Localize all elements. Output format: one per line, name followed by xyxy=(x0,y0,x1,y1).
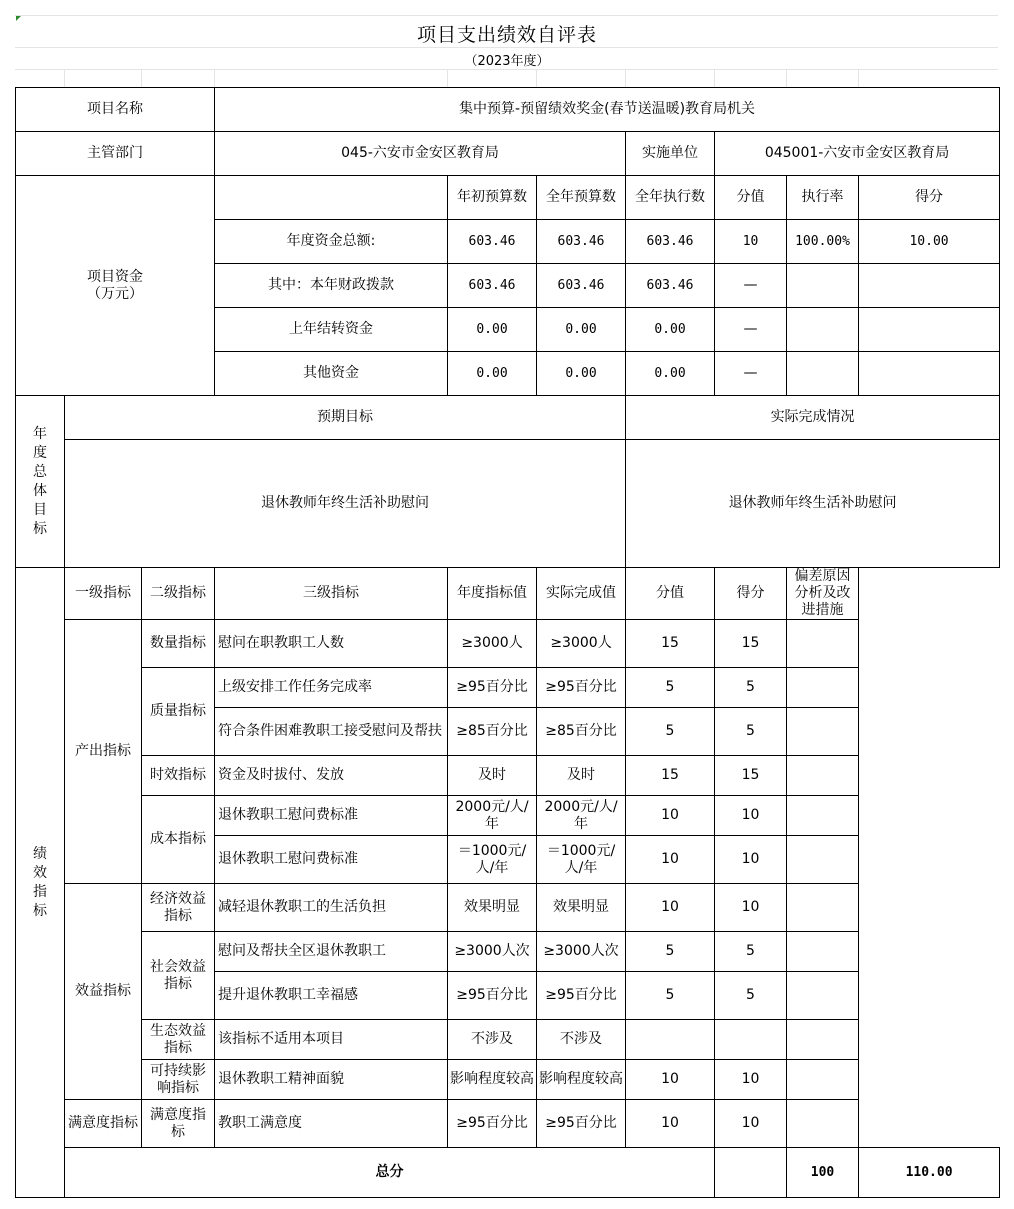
funds-header: 全年执行数 xyxy=(626,176,715,220)
actual-goal-header: 实际完成情况 xyxy=(626,396,1000,440)
indicator-target: 影响程度较高 xyxy=(448,1060,537,1100)
indicator-row xyxy=(16,668,1000,708)
indicator-actual: 及时 xyxy=(537,756,626,796)
indicator-header: 得分 xyxy=(715,568,787,620)
indicator-header: 分值 xyxy=(626,568,715,620)
indicator-remark xyxy=(787,836,859,884)
sheet-gridline xyxy=(64,70,65,87)
indicators-label-text: 绩效指标 xyxy=(33,845,47,919)
indicator-weight: 5 xyxy=(626,932,715,972)
level1-satisfaction: 满意度指标 xyxy=(65,1100,142,1148)
indicator-actual: ≥95百分比 xyxy=(537,668,626,708)
total-weight: 100 xyxy=(787,1148,859,1198)
indicator-score: 10 xyxy=(715,796,787,836)
indicator-name: 符合条件困难教职工接受慰问及帮扶 xyxy=(215,708,448,756)
sheet-gridline xyxy=(214,70,215,87)
indicator-name: 提升退休教职工幸福感 xyxy=(215,972,448,1020)
level2-sustainable: 可持续影响指标 xyxy=(142,1060,215,1100)
indicator-weight xyxy=(626,1020,715,1060)
sheet-gridline xyxy=(15,15,998,16)
indicator-name: 慰问在职教职工人数 xyxy=(215,620,448,668)
indicator-name: 减轻退休教职工的生活负担 xyxy=(215,884,448,932)
total-label: 总分 xyxy=(65,1148,715,1198)
indicator-target: ＝1000元/人/年 xyxy=(448,836,537,884)
funds-annual: 603.46 xyxy=(537,220,626,264)
funds-executed: 0.00 xyxy=(626,308,715,352)
indicator-score: 10 xyxy=(715,836,787,884)
indicator-target: ≥95百分比 xyxy=(448,1100,537,1148)
indicator-score: 5 xyxy=(715,668,787,708)
project-name-value: 集中预算-预留绩效奖金(春节送温暖)教育局机关 xyxy=(215,88,1000,132)
performance-self-evaluation-table xyxy=(15,87,1000,1198)
sheet-gridline xyxy=(625,70,626,87)
indicator-target: ≥3000人次 xyxy=(448,932,537,972)
total-score: 110.00 xyxy=(859,1148,1000,1198)
indicator-weight: 10 xyxy=(626,1060,715,1100)
funds-row-name: 其中：本年财政拨款 xyxy=(215,264,448,308)
row-goals-header xyxy=(16,396,1000,440)
sheet-gridline xyxy=(786,70,787,87)
row-department xyxy=(16,132,1000,176)
indicator-weight: 10 xyxy=(626,796,715,836)
sheet-gridline xyxy=(447,70,448,87)
funds-row-name: 年度资金总额: xyxy=(215,220,448,264)
indicator-header: 年度指标值 xyxy=(448,568,537,620)
indicator-remark xyxy=(787,756,859,796)
level2-timeliness: 时效指标 xyxy=(142,756,215,796)
indicator-remark xyxy=(787,1060,859,1100)
indicator-header: 二级指标 xyxy=(142,568,215,620)
funds-rate xyxy=(787,264,859,308)
funds-initial: 603.46 xyxy=(448,220,537,264)
level2-cost: 成本指标 xyxy=(142,796,215,884)
funds-row-name: 其他资金 xyxy=(215,352,448,396)
sheet-gridline xyxy=(15,47,998,48)
sheet-gridline xyxy=(858,70,859,87)
level2-ecological: 生态效益指标 xyxy=(142,1020,215,1060)
funds-annual: 0.00 xyxy=(537,352,626,396)
indicator-remark xyxy=(787,708,859,756)
indicator-header: 一级指标 xyxy=(65,568,142,620)
indicator-actual: ＝1000元/人/年 xyxy=(537,836,626,884)
indicator-weight: 15 xyxy=(626,620,715,668)
indicator-weight: 5 xyxy=(626,708,715,756)
indicator-row xyxy=(16,756,1000,796)
indicator-actual: 不涉及 xyxy=(537,1020,626,1060)
indicator-target: 及时 xyxy=(448,756,537,796)
funds-label: 项目资金 （万元） xyxy=(16,176,215,396)
indicator-target: ≥95百分比 xyxy=(448,668,537,708)
funds-header-blank xyxy=(215,176,448,220)
indicator-actual: ≥85百分比 xyxy=(537,708,626,756)
indicator-name: 慰问及帮扶全区退休教职工 xyxy=(215,932,448,972)
unit-value: 045001-六安市金安区教育局 xyxy=(715,132,1000,176)
indicator-name: 该指标不适用本项目 xyxy=(215,1020,448,1060)
indicator-weight: 15 xyxy=(626,756,715,796)
goals-label-text: 年度总体目标 xyxy=(33,425,47,537)
level2-quality: 质量指标 xyxy=(142,668,215,756)
indicator-name: 教职工满意度 xyxy=(215,1100,448,1148)
funds-rate xyxy=(787,352,859,396)
project-name-label: 项目名称 xyxy=(16,88,215,132)
row-total xyxy=(16,1148,1000,1198)
indicator-row xyxy=(16,932,1000,972)
funds-executed: 603.46 xyxy=(626,220,715,264)
indicator-weight: 5 xyxy=(626,972,715,1020)
indicator-row xyxy=(16,796,1000,836)
indicator-actual: 效果明显 xyxy=(537,884,626,932)
funds-rate: 100.00% xyxy=(787,220,859,264)
funds-executed: 0.00 xyxy=(626,352,715,396)
dept-label: 主管部门 xyxy=(16,132,215,176)
funds-score-value: 10 xyxy=(715,220,787,264)
funds-header: 执行率 xyxy=(787,176,859,220)
funds-header: 得分 xyxy=(859,176,1000,220)
indicator-score: 15 xyxy=(715,756,787,796)
indicator-name: 退休教职工慰问费标准 xyxy=(215,796,448,836)
indicator-actual: ≥95百分比 xyxy=(537,972,626,1020)
funds-score xyxy=(859,352,1000,396)
indicator-score: 15 xyxy=(715,620,787,668)
level2-satisfaction: 满意度指标 xyxy=(142,1100,215,1148)
funds-header: 分值 xyxy=(715,176,787,220)
indicator-target: ≥95百分比 xyxy=(448,972,537,1020)
indicator-score xyxy=(715,1020,787,1060)
indicator-score: 5 xyxy=(715,708,787,756)
funds-score-value: — xyxy=(715,308,787,352)
indicator-weight: 10 xyxy=(626,836,715,884)
indicator-name: 资金及时拔付、发放 xyxy=(215,756,448,796)
actual-goal-value: 退休教师年终生活补助慰问 xyxy=(626,440,1000,568)
unit-label: 实施单位 xyxy=(626,132,715,176)
indicator-name: 退休教职工慰问费标准 xyxy=(215,836,448,884)
indicator-remark xyxy=(787,1020,859,1060)
indicator-header: 三级指标 xyxy=(215,568,448,620)
sheet-gridline xyxy=(536,70,537,87)
funds-annual: 0.00 xyxy=(537,308,626,352)
indicator-remark xyxy=(787,884,859,932)
indicator-remark xyxy=(787,932,859,972)
indicator-row xyxy=(16,1100,1000,1148)
indicator-row xyxy=(16,884,1000,932)
indicator-name: 退休教职工精神面貌 xyxy=(215,1060,448,1100)
report-year: （2023年度） xyxy=(464,54,550,69)
indicator-target: 不涉及 xyxy=(448,1020,537,1060)
indicator-header: 偏差原因分析及改进措施 xyxy=(787,568,859,620)
indicator-actual: 影响程度较高 xyxy=(537,1060,626,1100)
indicator-actual: ≥95百分比 xyxy=(537,1100,626,1148)
expected-goal-value: 退休教师年终生活补助慰问 xyxy=(65,440,626,568)
level2-social: 社会效益指标 xyxy=(142,932,215,1020)
sheet-gridline xyxy=(141,70,142,87)
row-goals-content xyxy=(16,440,1000,568)
funds-score xyxy=(859,308,1000,352)
indicator-actual: ≥3000人次 xyxy=(537,932,626,972)
indicator-row xyxy=(16,1060,1000,1100)
indicator-remark xyxy=(787,620,859,668)
level1-benefit: 效益指标 xyxy=(65,884,142,1100)
expected-goal-header: 预期目标 xyxy=(65,396,626,440)
indicator-row xyxy=(16,1020,1000,1060)
indicators-label xyxy=(16,568,65,1198)
funds-annual: 603.46 xyxy=(537,264,626,308)
funds-rate xyxy=(787,308,859,352)
level2-quantity: 数量指标 xyxy=(142,620,215,668)
goals-label xyxy=(16,396,65,568)
indicator-score: 10 xyxy=(715,1060,787,1100)
funds-initial: 603.46 xyxy=(448,264,537,308)
indicator-row xyxy=(16,620,1000,668)
indicator-remark xyxy=(787,1100,859,1148)
indicator-target: 2000元/人/年 xyxy=(448,796,537,836)
sheet-gridline xyxy=(714,70,715,87)
funds-score-value: — xyxy=(715,264,787,308)
indicator-target: 效果明显 xyxy=(448,884,537,932)
indicator-score: 5 xyxy=(715,972,787,1020)
indicator-header: 实际完成值 xyxy=(537,568,626,620)
level1-output: 产出指标 xyxy=(65,620,142,884)
indicator-weight: 5 xyxy=(626,668,715,708)
row-project-name xyxy=(16,88,1000,132)
row-funds-header xyxy=(16,176,1000,220)
funds-executed: 603.46 xyxy=(626,264,715,308)
indicator-score: 5 xyxy=(715,932,787,972)
indicator-name: 上级安排工作任务完成率 xyxy=(215,668,448,708)
funds-initial: 0.00 xyxy=(448,308,537,352)
funds-header: 全年预算数 xyxy=(537,176,626,220)
indicator-score: 10 xyxy=(715,884,787,932)
row-indicator-header xyxy=(16,568,1000,620)
funds-score: 10.00 xyxy=(859,220,1000,264)
indicator-target: ≥3000人 xyxy=(448,620,537,668)
funds-score-value: — xyxy=(715,352,787,396)
indicator-remark xyxy=(787,796,859,836)
indicator-remark xyxy=(787,972,859,1020)
indicator-weight: 10 xyxy=(626,884,715,932)
indicator-remark xyxy=(787,668,859,708)
funds-row-name: 上年结转资金 xyxy=(215,308,448,352)
cell-comment-marker xyxy=(16,16,21,21)
funds-header: 年初预算数 xyxy=(448,176,537,220)
sheet-gridline xyxy=(15,69,998,70)
page-title: 项目支出绩效自评表 xyxy=(416,24,597,46)
funds-initial: 0.00 xyxy=(448,352,537,396)
dept-value: 045-六安市金安区教育局 xyxy=(215,132,626,176)
total-blank xyxy=(715,1148,787,1198)
indicator-actual: 2000元/人/年 xyxy=(537,796,626,836)
level2-economic: 经济效益指标 xyxy=(142,884,215,932)
indicator-actual: ≥3000人 xyxy=(537,620,626,668)
indicator-weight: 10 xyxy=(626,1100,715,1148)
indicator-score: 10 xyxy=(715,1100,787,1148)
funds-score xyxy=(859,264,1000,308)
indicator-target: ≥85百分比 xyxy=(448,708,537,756)
